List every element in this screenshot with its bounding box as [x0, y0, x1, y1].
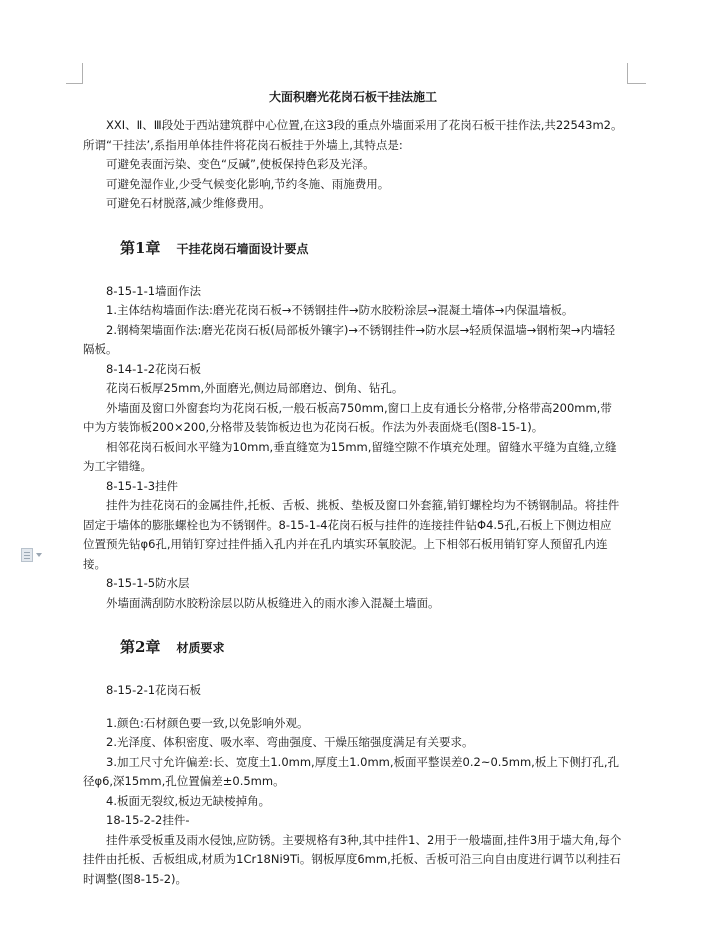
list-item: 4.板面无裂纹,板边无缺棱掉角。	[106, 793, 271, 808]
chapter-heading	[120, 627, 623, 667]
page-corner-top-left	[66, 63, 83, 84]
section-heading: 8-15-1-1墙面作法	[106, 283, 202, 298]
chapter-title: 干挂花岗石墙面设计要点	[176, 241, 309, 256]
chapter-number: 第1章	[120, 238, 161, 257]
body-paragraph: 花岗石板厚25mm,外面磨光,侧边局部磨边、倒角、钻孔。	[106, 381, 404, 395]
intro-feature: 可避免表面污染、变色“反碱”,使板保持色彩及光泽。	[106, 157, 375, 171]
section-heading: 8-15-1-3挂件	[106, 478, 179, 493]
chevron-down-icon	[36, 553, 42, 557]
document-title: 大面积磨光花岗石板干挂法施工	[268, 90, 437, 104]
list-item: 3.加工尺寸允许偏差:长、宽度土1.0mm,厚度土1.0mm,板面平整误差0.2~0.5mm,板上下侧打孔,孔径φ6,深15mm,孔位置偏差±0.5mm。	[83, 754, 619, 788]
intro-paragraph: XXI、Ⅱ、Ⅲ段处于西站建筑群中心位置,在这3段的重点外墙面采用了花岗石板干挂作法,共22543m2。所谓“干挂法’,系指用单体挂件将花岗石板挂于外墙上,其特点是:	[83, 118, 623, 152]
intro-feature: 可避免石材脱落,减少维修费用。	[106, 196, 271, 210]
chapter-number: 第2章	[120, 638, 161, 656]
body-paragraph: 挂件承受板重及雨水侵蚀,应防锈。主要规格有3种,其中挂件1、2用于一般墙面,挂件3用于墙大角,每个挂件由托板、舌板组成,材质为1Cr18Ni9Ti。钢板厚度6mm,托板、舌板可沿三向自由度进行调节以利挂石时调整(图8-15-2)。	[83, 832, 622, 886]
body-paragraph: 外墙面及窗口外窗套均为花岗石板,一般石板高750mm,窗口上皮有通长分格带,分格带高200mm,带中为方装饰板200×200,分格带及装饰板边也为花岗石板。作法为外表面烧毛(图8-15-1)。	[83, 400, 612, 434]
chapter-title: 材质要求	[176, 641, 225, 655]
list-item: 1.颜色:石材颜色要一致,以免影响外观。	[106, 715, 309, 730]
intro-feature: 可避免湿作业,少受气候变化影响,节约冬施、雨施费用。	[106, 176, 390, 191]
section-heading: 8-15-1-5防水层	[106, 576, 190, 590]
section-heading: 8-15-2-1花岗石板	[106, 683, 202, 697]
body-paragraph: 2.钢椅架墙面作法:磨光花岗石板(局部板外镶字)→不锈钢挂件→防水层→轻质保温墙→钢桁架→内墙轻隔板。	[83, 322, 615, 356]
section-heading: 8-14-1-2花岗石板	[106, 361, 202, 376]
body-paragraph: 外墙面满刮防水胶粉涂层以防从板缝进入的雨水渗入混凝土墙面。	[106, 595, 440, 610]
document-options-button[interactable]	[21, 548, 45, 562]
document-icon	[21, 548, 33, 562]
body-paragraph: 1.主体结构墙面作法:磨光花岗石板→不锈钢挂件→防水胶粉涂层→混凝土墙体→内保温墙板。	[106, 303, 574, 317]
chapter-heading	[120, 228, 623, 268]
document-page	[83, 84, 623, 889]
body-paragraph: 相邻花岗石板间水平缝为10mm,垂直缝宽为15mm,留缝空隙不作填充处理。留缝水平缝为直缝,立缝为工字错缝。	[83, 439, 617, 473]
list-item: 2.光泽度、体积密度、吸水率、弯曲强度、干燥压缩强度满足有关要求。	[106, 735, 474, 749]
section-heading: 18-15-2-2挂件-	[106, 813, 190, 827]
page-corner-top-right	[627, 63, 646, 84]
body-paragraph: 挂件为挂花岗石的金属挂件,托板、舌板、挑板、垫板及窗口外套箍,销钉螺栓均为不锈钢制品。将挂件固定于墙体的膨胀螺栓也为不锈钢件。8-15-1-4花岗石板与挂件的连接挂件钻Φ4.5孔,石板上下侧边相应位置预先钻φ6孔,用销钉穿过挂件插入孔内并在孔内填实环氧胶泥。上下相邻石板用销钉穿人预留孔内连接。	[83, 498, 620, 571]
